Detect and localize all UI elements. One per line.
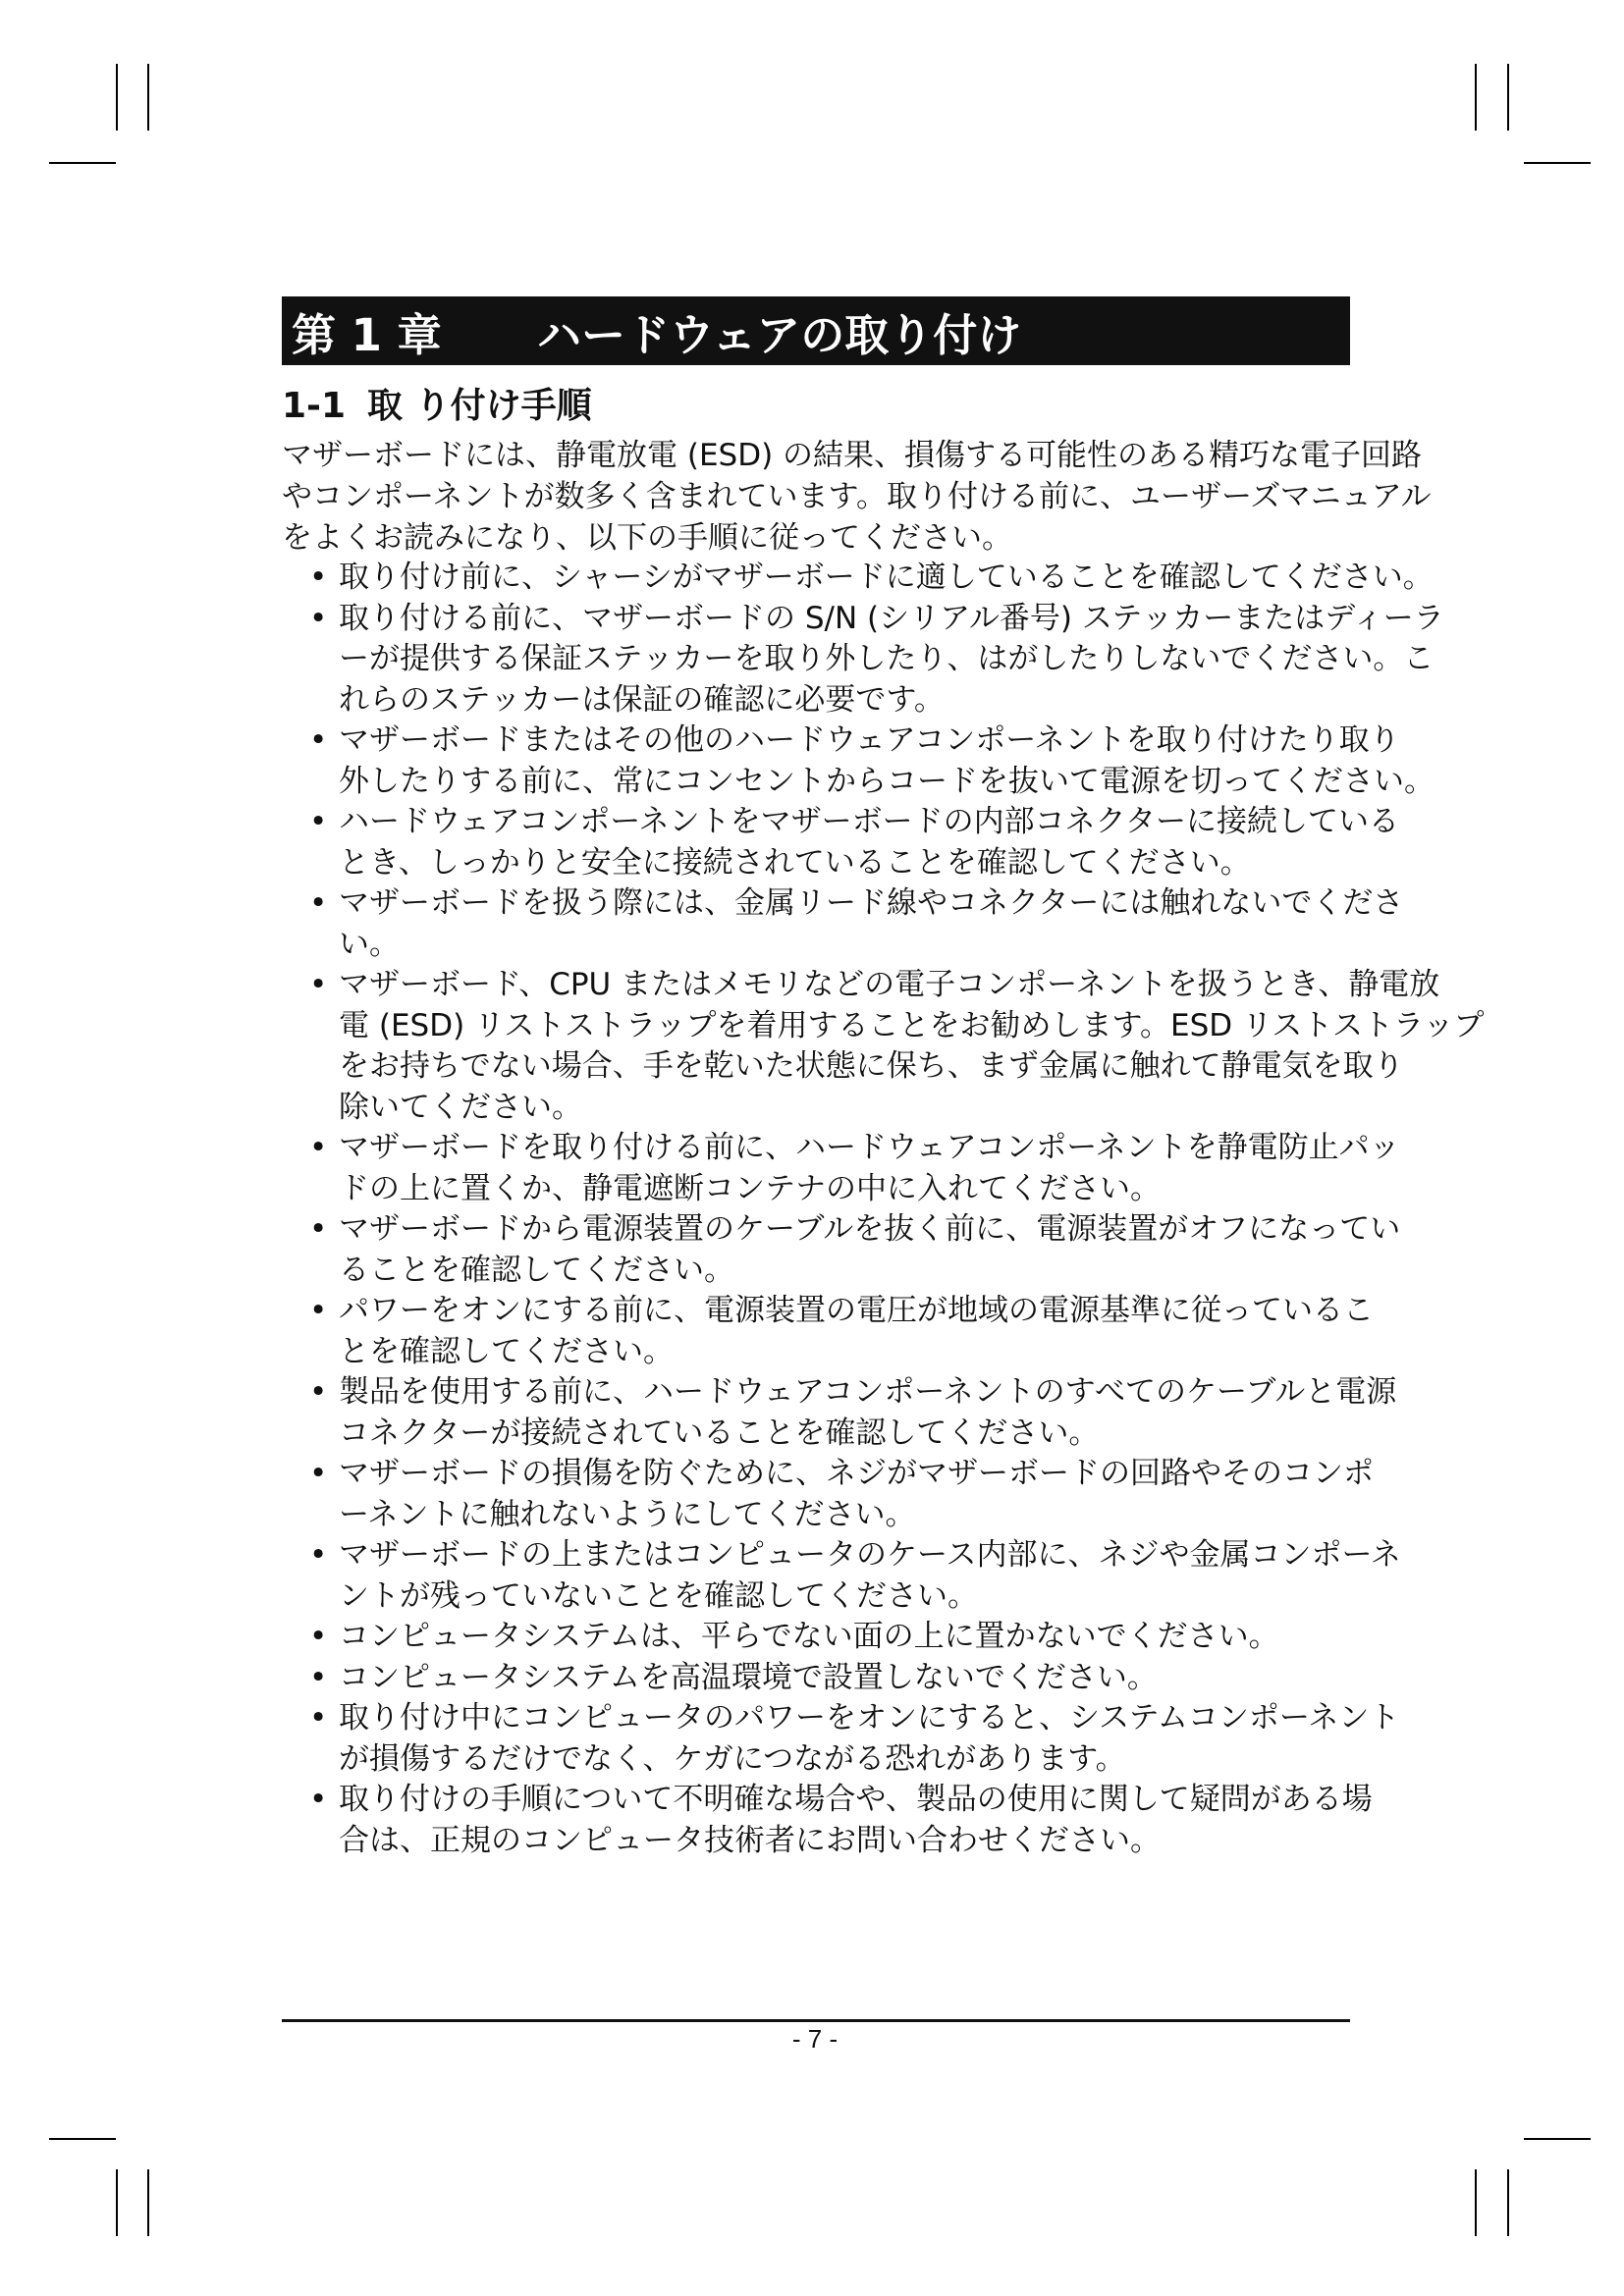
list-item-line: れらのステッカーは保証の確認に必要です。 [339,681,945,718]
list-item-line: 取り付け前に、シャーシがマザーボードに適していることを確認してください。 [339,560,1434,595]
list-item [309,965,1485,1128]
list-item-line: をお持ちでない場合、手を乾いた状態に保ち、まず金属に触れて静電気を取り [339,1048,1404,1084]
list-item-line: 外したりする前に、常にコンセントからコードを抜いて電源を切ってください。 [339,763,1435,799]
list-item-line: ントが残っていないことを確認してください。 [339,1577,978,1614]
list-item-line: マザーボードを取り付ける前に、ハードウェアコンポーネントを静電防止パッ [339,1130,1400,1165]
crop-mark-tl-v2 [147,64,149,131]
list-item-line: ハードウェアコンポーネントをマザーボードの内部コネクターに接続している [339,804,1400,839]
bullet-dot-icon: • [309,804,328,839]
list-item-line: 電 (ESD) リストストラップを着用することをお勧めします。ESD リストストラップ [339,1007,1485,1043]
crop-mark-br-v1 [1475,2169,1477,2236]
list-item [309,558,1448,599]
crop-mark-tr-h [1524,162,1591,164]
list-item-line: 除いてください。 [339,1089,582,1125]
list-item-line: 取り付け中にコンピュータのパワーをオンにすると、システムコンポーネント [339,1700,1400,1735]
precautions-list [309,558,1485,1861]
section-number: 1-1 [282,386,347,426]
intro-line: やコンポーネントが数多く含まれています。取り付ける前に、ユーザーズマニュアル [282,479,1432,514]
list-item-line: パワーをオンにする前に、電源装置の電圧が地域の電源基準に従っているこ [339,1293,1374,1328]
list-item [309,1454,1448,1535]
bullet-dot-icon: • [309,1659,328,1695]
bullet-dot-icon: • [309,885,328,921]
list-item-line: ドの上に置くか、静電遮断コンテナの中に入れてください。 [339,1170,1161,1206]
crop-mark-bl-h [49,2138,116,2140]
bullet-dot-icon: • [309,1130,328,1165]
list-item-line: マザーボード、CPU またはメモリなどの電子コンポーネントを扱うとき、静電放 [339,967,1440,1002]
intro-line: マザーボードには、静電放電 (ESD) の結果、損傷する可能性のある精巧な電子回路 [282,438,1423,473]
list-item [309,1291,1448,1372]
chapter-number: 第 1 章 [292,308,442,361]
crop-mark-tr-v1 [1475,64,1477,131]
list-item-line: マザーボードまたはその他のハードウェアコンポーネントを取り付けたり取り [339,722,1400,758]
list-item [309,1780,1448,1861]
list-item [309,1617,1448,1658]
crop-mark-br-v2 [1507,2169,1509,2236]
intro-paragraph [282,435,1440,559]
page-number: - 7 - [791,2024,839,2054]
list-item [309,1535,1448,1617]
list-item [309,883,1448,965]
intro-line: をよくお読みになり、以下の手順に従ってください。 [282,520,1012,556]
list-item [309,1698,1448,1780]
list-item-line: 取り付けの手順について不明確な場合や、製品の使用に関して疑問がある場 [339,1782,1373,1817]
crop-mark-tl-v1 [116,64,118,131]
list-item-line: とを確認してください。 [339,1333,674,1369]
crop-mark-br-h [1524,2138,1591,2140]
list-item [309,599,1448,721]
bullet-dot-icon: • [309,1700,328,1735]
list-item-line: が損傷するだけでなく、ケガにつながる恐れがあります。 [339,1740,1126,1777]
list-item [309,1209,1448,1291]
bullet-dot-icon: • [309,1374,328,1410]
bullet-dot-icon: • [309,560,328,595]
list-item [309,721,1448,802]
list-item-line: 製品を使用する前に、ハードウェアコンポーネントのすべてのケーブルと電源 [339,1374,1397,1410]
list-item-line: とき、しっかりと安全に接続されていることを確認してください。 [339,844,1251,881]
bullet-dot-icon: • [309,600,328,636]
section-heading [282,378,592,428]
crop-mark-tr-v2 [1507,64,1509,131]
footer-rule [282,2019,1350,2022]
bullet-dot-icon: • [309,1619,328,1654]
list-item-line: ることを確認してください。 [339,1252,734,1288]
list-item-line: コネクターが接続されていることを確認してください。 [339,1415,1100,1451]
list-item [309,1658,1448,1699]
list-item-line: 取り付ける前に、マザーボードの S/N (シリアル番号) ステッカーまたはディーラ [339,600,1444,636]
list-item-line: い。 [339,926,400,962]
chapter-header [282,296,1350,365]
list-item-line: コンピュータシステムは、平らでない面の上に置かないでください。 [339,1619,1279,1654]
list-item-line: マザーボードから電源装置のケーブルを抜く前に、電源装置がオフになってい [339,1211,1401,1247]
bullet-dot-icon: • [309,1782,328,1817]
list-item-line: マザーボードを扱う際には、金属リード線やコネクターには触れないでくださ [339,885,1404,921]
list-item-line: ーネントに触れないようにしてください。 [339,1496,916,1532]
crop-mark-bl-v2 [147,2169,149,2236]
chapter-title: ハードウェアの取り付け [537,308,1022,361]
bullet-dot-icon: • [309,1456,328,1491]
crop-mark-tl-h [49,162,116,164]
bullet-dot-icon: • [309,1537,328,1573]
list-item-line: マザーボードの上またはコンピュータのケース内部に、ネジや金属コンポーネ [339,1537,1401,1573]
crop-mark-bl-v1 [116,2169,118,2236]
list-item-line: コンピュータシステムを高温環境で設置しないでください。 [339,1659,1158,1695]
list-item-line: ーが提供する保証ステッカーを取り外したり、はがしたりしないでください。こ [339,641,1435,676]
list-item-line: 合は、正規のコンピュータ技術者にお問い合わせください。 [339,1822,1161,1858]
list-item [309,1128,1448,1209]
bullet-dot-icon: • [309,1293,328,1328]
list-item [309,1372,1448,1454]
bullet-dot-icon: • [309,967,328,1002]
section-title: 取 り付け手順 [367,386,592,426]
bullet-dot-icon: • [309,722,328,758]
list-item [309,802,1448,883]
list-item-line: マザーボードの損傷を防ぐために、ネジがマザーボードの回路やそのコンポ [339,1456,1374,1491]
bullet-dot-icon: • [309,1211,328,1247]
